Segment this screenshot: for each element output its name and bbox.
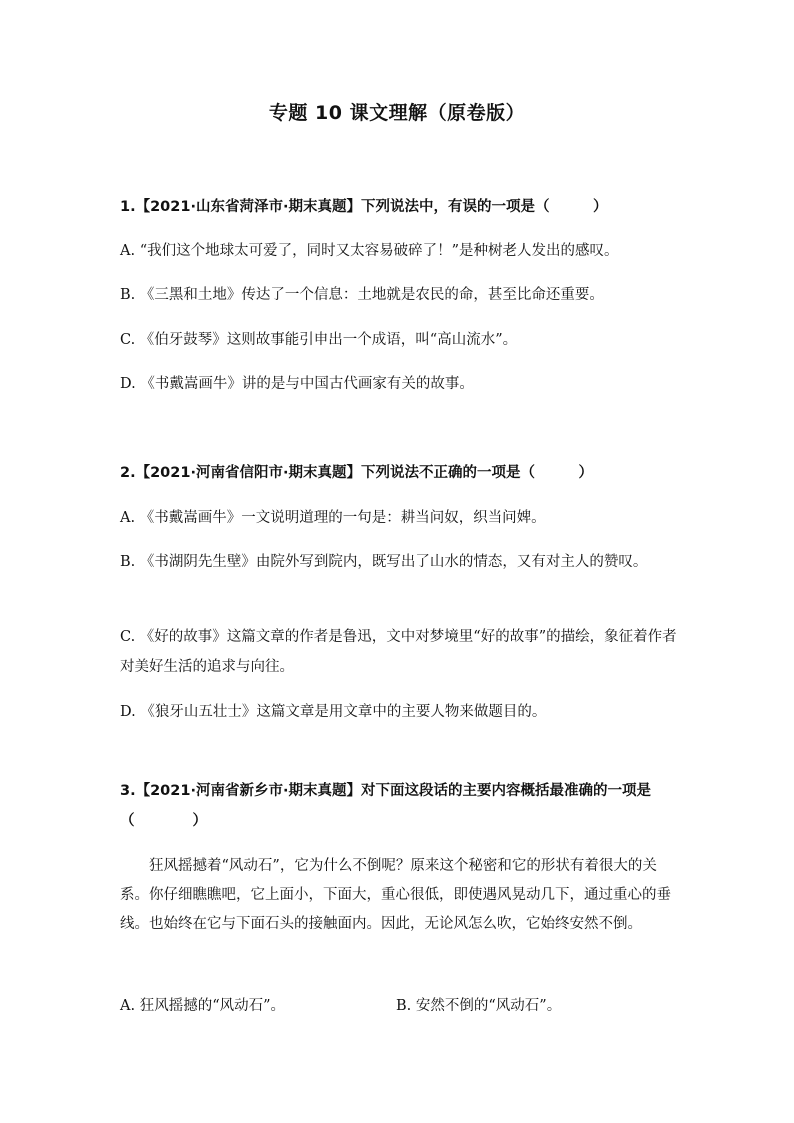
question-2-option-a: A. 《书戴嵩画牛》一文说明道理的一句是：耕当问奴，织当问婢。 — [120, 510, 546, 526]
question-2-stem: 2.【2021·河南省信阳市·期末真题】下列说法不正确的一项是（ ） — [120, 465, 593, 481]
question-1-option-b: B. 《三黑和土地》传达了一个信息：土地就是农民的命，甚至比命还重要。 — [120, 287, 604, 303]
page-title: 专题 10 课文理解（原卷版） — [268, 102, 526, 124]
question-3-option-b: B. 安然不倒的“风动石”。 — [396, 998, 562, 1014]
question-1-option-c: C. 《伯牙鼓琴》这则故事能引申出一个成语，叫“高山流水”。 — [120, 332, 518, 348]
question-2-option-b: B. 《书湖阴先生壁》由院外写到院内，既写出了山水的情态，又有对主人的赞叹。 — [120, 554, 648, 570]
question-1-option-a: A. “我们这个地球太可爱了，同时又太容易破碎了！”是种树老人发出的感叹。 — [120, 243, 619, 259]
question-2-option-c: C. 《好的故事》这篇文章的作者是鲁迅，文中对梦境里“好的故事”的描绘，象征着作者对美好生活的追求与向往。 — [120, 629, 677, 675]
question-2-option-d: D. 《狼牙山五壮士》这篇文章是用文章中的主要人物来做题目的。 — [120, 704, 547, 720]
question-1-option-d: D. 《书戴嵩画牛》讲的是与中国古代画家有关的故事。 — [120, 376, 474, 392]
question-3-option-a: A. 狂风摇撼的“风动石”。 — [120, 998, 286, 1014]
question-3-stem: 3.【2021·河南省新乡市·期末真题】对下面这段话的主要内容概括最准确的一项是（ ） — [120, 783, 651, 829]
question-1-stem: 1.【2021·山东省菏泽市·期末真题】下列说法中，有误的一项是（ ） — [120, 199, 608, 215]
question-3-passage: 狂风摇撼着“风动石”，它为什么不倒呢？原来这个秘密和它的形状有着很大的关系。你仔细瞧瞧吧，它上面小，下面大，重心很低，即使遇风晃动几下，通过重心的垂线。也始终在它与下面石头的接触面内。因此，无论风怎么吹，它始终安然不倒。 — [120, 858, 671, 932]
